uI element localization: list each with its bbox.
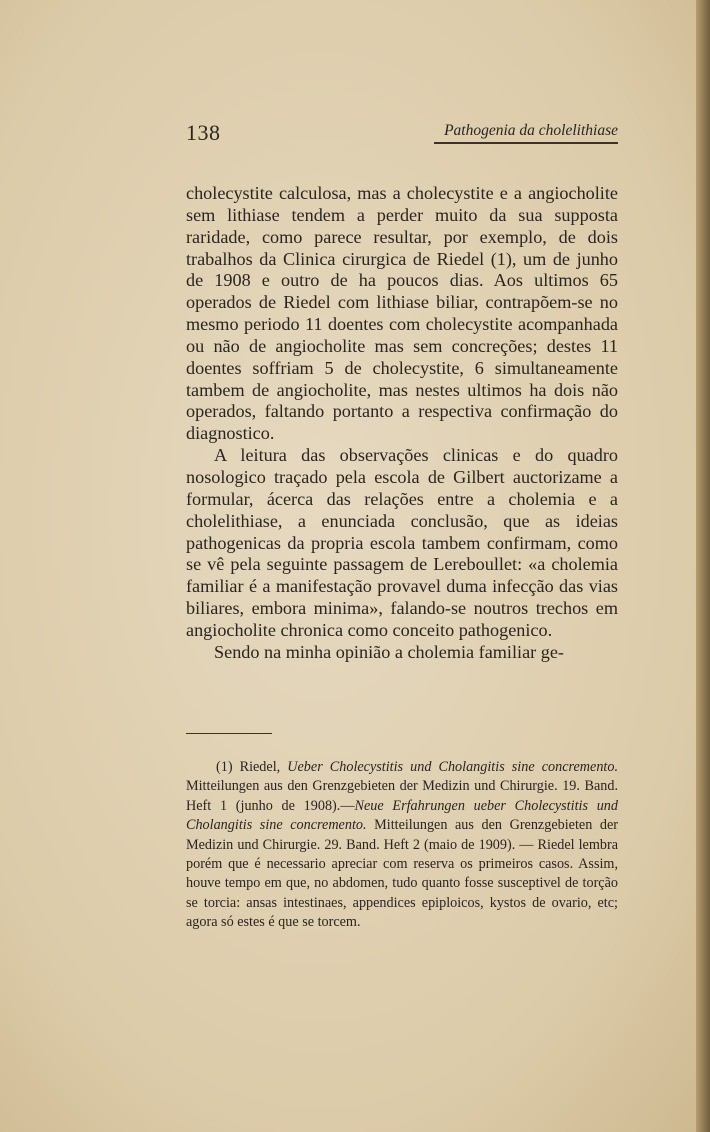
- body-text: [186, 183, 618, 664]
- footnote-text-2: Mitteilungen aus den Grenzgebieten der Medizin und Chirurgie. 19. Band. Heft 1 (junho de 1908).—: [186, 778, 618, 814]
- paragraph-1: cholecystite calculosa, mas a cholecystite e a angiocholite sem lithiase tendem a perder muito da sua supposta raridade, como parece resultar, por exemplo, de dois trabalhos da Clinica cirurgica de Riedel (1), um de junho de 1908 e outro de ha poucos dias. Aos ultimos 65 operados de Riedel com lithiase biliar, contrapõem-se no mesmo periodo 11 doentes com cholecystite acompanhada ou não de angiocholite mas sem concreções; destes 11 doentes soffriam 5 de cholecystite, 6 simultaneamente tambem de angiocholite, mas nestes ultimos ha dois não operados, faltando portanto a respectiva confirmação do diagnostico.: [186, 183, 618, 444]
- footnote-text-3: Mitteilungen aus den Grenzgebieten der Medizin und Chirurgie. 29. Band. Heft 2 (maio de 1909). — Riedel lembra porém que é necessario apreciar com reserva os primeiros casos. Assim, houve tempo em que, no abdomen, tudo quanto fosse susceptivel de torção se torcia: ansas intestinaes, appendices epiploicos, kystos de ovario, etc; agora só estes é que se torcem.: [186, 817, 618, 931]
- footnote: [186, 758, 618, 933]
- running-title: Pathogenia da cholelithiase: [444, 122, 618, 139]
- header-rule: [434, 142, 618, 144]
- paragraph-2: A leitura das observações clinicas e do quadro nosologico traçado pela escola de Gilbert auctorizame a formular, ácerca das relações entre a cholemia e a cholelithiase, a enunciada conclusão, que as ideias pathogenicas da propria escola tambem confirmam, como se vê pela seguinte passagem de Lereboullet: «a cholemia familiar é a manifestação provavel duma infecção das vias biliares, embora minima», falando-se noutros trechos em angiocholite chronica como conceito pathogenico.: [186, 445, 618, 640]
- footnote-title-2: Neue Erfahrungen ueber Cholecystitis und Cholangitis sine concremento.: [186, 797, 618, 834]
- paragraph-3: Sendo na minha opinião a cholemia familiar ge-: [214, 641, 564, 662]
- footnote-title-1: Ueber Cholecystitis und Cholangitis sine concremento.: [287, 759, 618, 775]
- footnote-text-1: (1) Riedel,: [216, 759, 288, 775]
- page-edge-shadow: [696, 0, 710, 1132]
- page-header: [186, 118, 618, 148]
- footnote-rule: [186, 733, 272, 734]
- page-number: 138: [186, 120, 221, 145]
